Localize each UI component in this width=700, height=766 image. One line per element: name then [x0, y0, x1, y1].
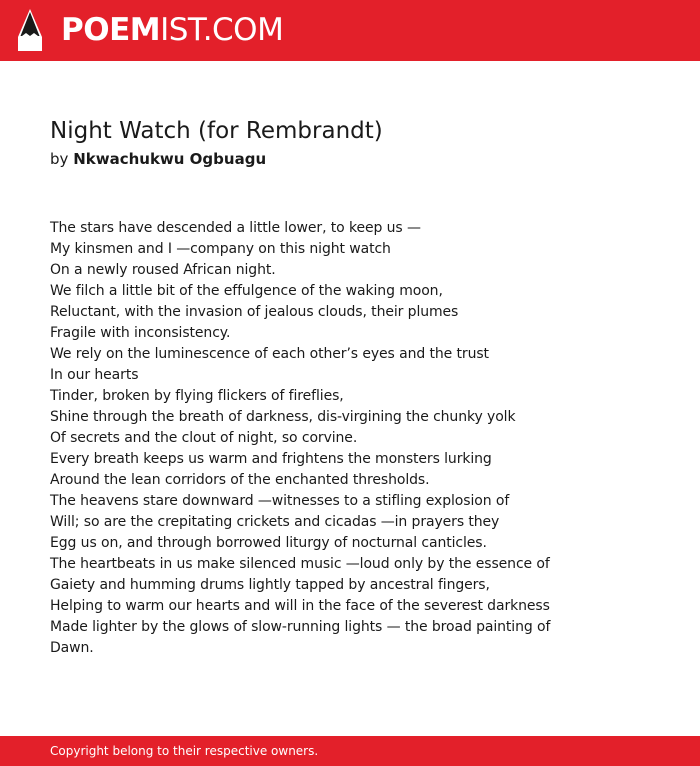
pencil-tip-icon — [18, 9, 42, 51]
poem-title: Night Watch (for Rembrandt) — [50, 118, 383, 144]
by-prefix: by — [50, 150, 69, 168]
poem-line: Gaiety and humming drums lightly tapped by ancestral fingers, — [50, 577, 490, 593]
poem-line: The stars have descended a little lower, to keep us — — [50, 220, 421, 236]
poem-line: Every breath keeps us warm and frightens the monsters lurking — [50, 451, 492, 467]
poem-line: Will; so are the crepitating crickets and cicadas —in prayers they — [50, 514, 500, 530]
site-header — [0, 0, 700, 61]
poem-line: Made lighter by the glows of slow-running lights — the broad painting of — [50, 619, 551, 635]
poem-line: Fragile with inconsistency. — [50, 325, 231, 341]
poem-line: Tinder, broken by flying flickers of fireflies, — [50, 388, 344, 404]
logo-light-text: IST.COM — [160, 12, 284, 48]
poem-line: We filch a little bit of the effulgence of the waking moon, — [50, 283, 443, 299]
poem-line: Shine through the breath of darkness, dis-virgining the chunky yolk — [50, 409, 516, 425]
site-footer — [0, 736, 700, 766]
poem-line: The heartbeats in us make silenced music —loud only by the essence of — [50, 556, 550, 572]
author-name: Nkwachukwu Ogbuagu — [73, 150, 267, 168]
poem-line: Helping to warm our hearts and will in the face of the severest darkness — [50, 598, 550, 614]
poem-line: My kinsmen and I —company on this night watch — [50, 241, 391, 257]
poem-line: Dawn. — [50, 640, 94, 656]
poem-line: Reluctant, with the invasion of jealous clouds, their plumes — [50, 304, 459, 320]
poem-line: In our hearts — [50, 367, 139, 383]
poem-line: The heavens stare downward —witnesses to a stifling explosion of — [50, 493, 510, 509]
copyright-text: Copyright belong to their respective owners. — [50, 744, 319, 758]
poem-line: Around the lean corridors of the enchanted thresholds. — [50, 472, 430, 488]
poem-line: Egg us on, and through borrowed liturgy of nocturnal canticles. — [50, 535, 487, 551]
site-logo[interactable] — [61, 10, 283, 50]
logo-bold-text: POEM — [61, 12, 161, 48]
poem-line: We rely on the luminescence of each other’s eyes and the trust — [50, 346, 489, 362]
poem-line: Of secrets and the clout of night, so corvine. — [50, 430, 358, 446]
poem-line: On a newly roused African night. — [50, 262, 276, 278]
byline — [50, 148, 266, 170]
poem-body — [50, 218, 550, 659]
